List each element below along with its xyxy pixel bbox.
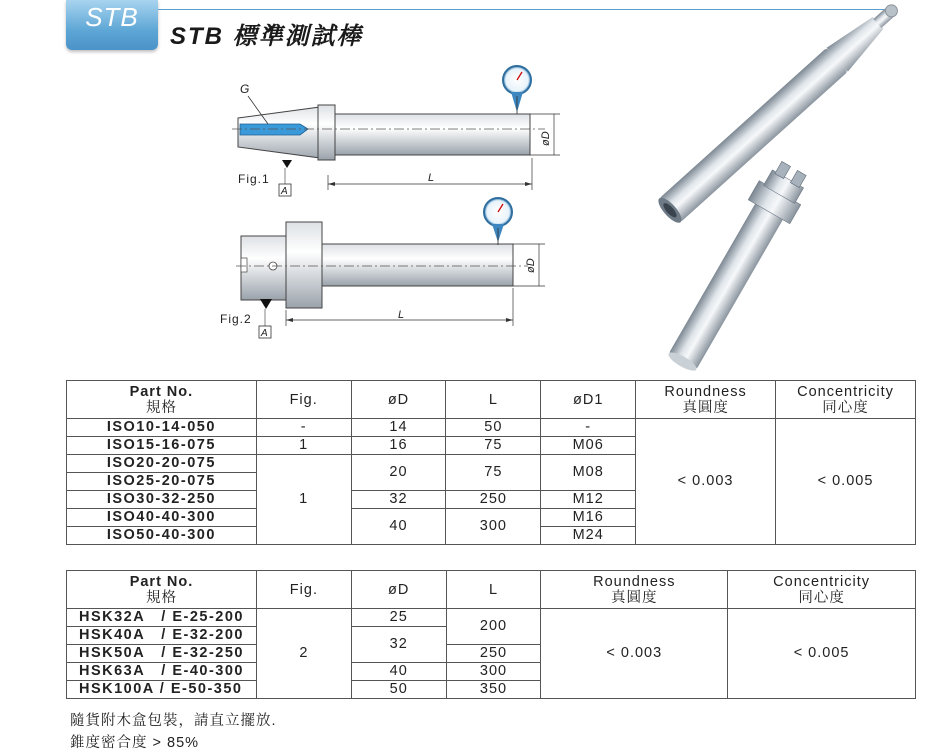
fig2-l-label: L	[398, 309, 405, 321]
part-no-cell: HSK32A / E-25-200	[67, 609, 257, 627]
packaging-note: 隨貨附木盒包裝，請直立擺放.	[70, 713, 277, 729]
part-no-cell: HSK63A / E-40-300	[67, 663, 257, 681]
l-cell: 75	[446, 437, 541, 455]
header-fig: Fig.	[256, 381, 351, 419]
d-cell: 20	[351, 455, 446, 491]
table-row	[67, 419, 916, 437]
l-cell: 75	[446, 455, 541, 491]
fig1-drawing	[232, 66, 560, 197]
d-cell: 40	[351, 509, 446, 545]
fig2-d-label: øD	[525, 258, 537, 273]
fig2-label: Fig.2	[220, 312, 252, 326]
l-cell: 50	[446, 419, 541, 437]
fig-cell: 1	[256, 455, 351, 545]
fig-cell: 2	[256, 609, 351, 699]
fig2-a-label: A	[261, 328, 268, 339]
header-fig: Fig.	[256, 571, 351, 609]
part-no-cell: HSK50A / E-32-250	[67, 645, 257, 663]
d1-cell: M16	[541, 509, 636, 527]
d1-cell: M08	[541, 455, 636, 491]
l-cell: 350	[446, 681, 541, 699]
fig2-drawing	[220, 198, 545, 339]
l-cell: 200	[446, 609, 541, 645]
product-illustration	[655, 0, 907, 378]
fig1-label: Fig.1	[238, 172, 270, 186]
l-cell: 300	[446, 663, 541, 681]
header-d1: øD1	[541, 381, 636, 419]
header-d: øD	[351, 381, 446, 419]
table-row	[67, 609, 916, 627]
roundness-cell: < 0.003	[636, 419, 776, 545]
roundness-cell: < 0.003	[541, 609, 728, 699]
fig-cell: -	[256, 419, 351, 437]
part-no-cell: HSK100A / E-50-350	[67, 681, 257, 699]
concentricity-cell: < 0.005	[776, 419, 916, 545]
fig1-l-label: L	[428, 172, 435, 184]
header-d: øD	[351, 571, 446, 609]
part-no-cell: ISO25-20-075	[67, 473, 257, 491]
header-roundness: Roundness 真圓度	[636, 381, 776, 419]
d1-cell: M12	[541, 491, 636, 509]
header-part-no: Part No. 規格	[67, 571, 257, 609]
l-cell: 250	[446, 645, 541, 663]
d-cell: 14	[351, 419, 446, 437]
part-no-cell: ISO20-20-075	[67, 455, 257, 473]
header-concentricity: Concentricity 同心度	[776, 381, 916, 419]
d-cell: 50	[351, 681, 446, 699]
part-no-cell: ISO30-32-250	[67, 491, 257, 509]
fig1-a-label: A	[281, 186, 288, 197]
fig1-g-label: G	[240, 82, 250, 96]
header-l: L	[446, 571, 541, 609]
concentricity-cell: < 0.005	[728, 609, 916, 699]
header-roundness: Roundness 真圓度	[541, 571, 728, 609]
d-cell: 16	[351, 437, 446, 455]
d-cell: 32	[351, 627, 446, 663]
part-no-cell: HSK40A / E-32-200	[67, 627, 257, 645]
d1-cell: -	[541, 419, 636, 437]
badge-text: STB	[85, 2, 139, 32]
part-no-cell: ISO50-40-300	[67, 527, 257, 545]
l-cell: 250	[446, 491, 541, 509]
hsk-spec-table	[66, 570, 916, 699]
d-cell: 40	[351, 663, 446, 681]
iso-spec-table	[66, 380, 916, 545]
taper-note: 錐度密合度 > 85%	[70, 735, 200, 751]
d-cell: 25	[351, 609, 446, 627]
d1-cell: M06	[541, 437, 636, 455]
part-no-cell: ISO40-40-300	[67, 509, 257, 527]
page-title: STB 標準測試棒	[170, 23, 363, 50]
header-concentricity: Concentricity 同心度	[728, 571, 916, 609]
part-no-cell: ISO15-16-075	[67, 437, 257, 455]
part-no-cell: ISO10-14-050	[67, 419, 257, 437]
d-cell: 32	[351, 491, 446, 509]
fig1-d-label: øD	[540, 131, 552, 146]
l-cell: 300	[446, 509, 541, 545]
fig-cell: 1	[256, 437, 351, 455]
d1-cell: M24	[541, 527, 636, 545]
header-l: L	[446, 381, 541, 419]
header-part-no: Part No. 規格	[67, 381, 257, 419]
